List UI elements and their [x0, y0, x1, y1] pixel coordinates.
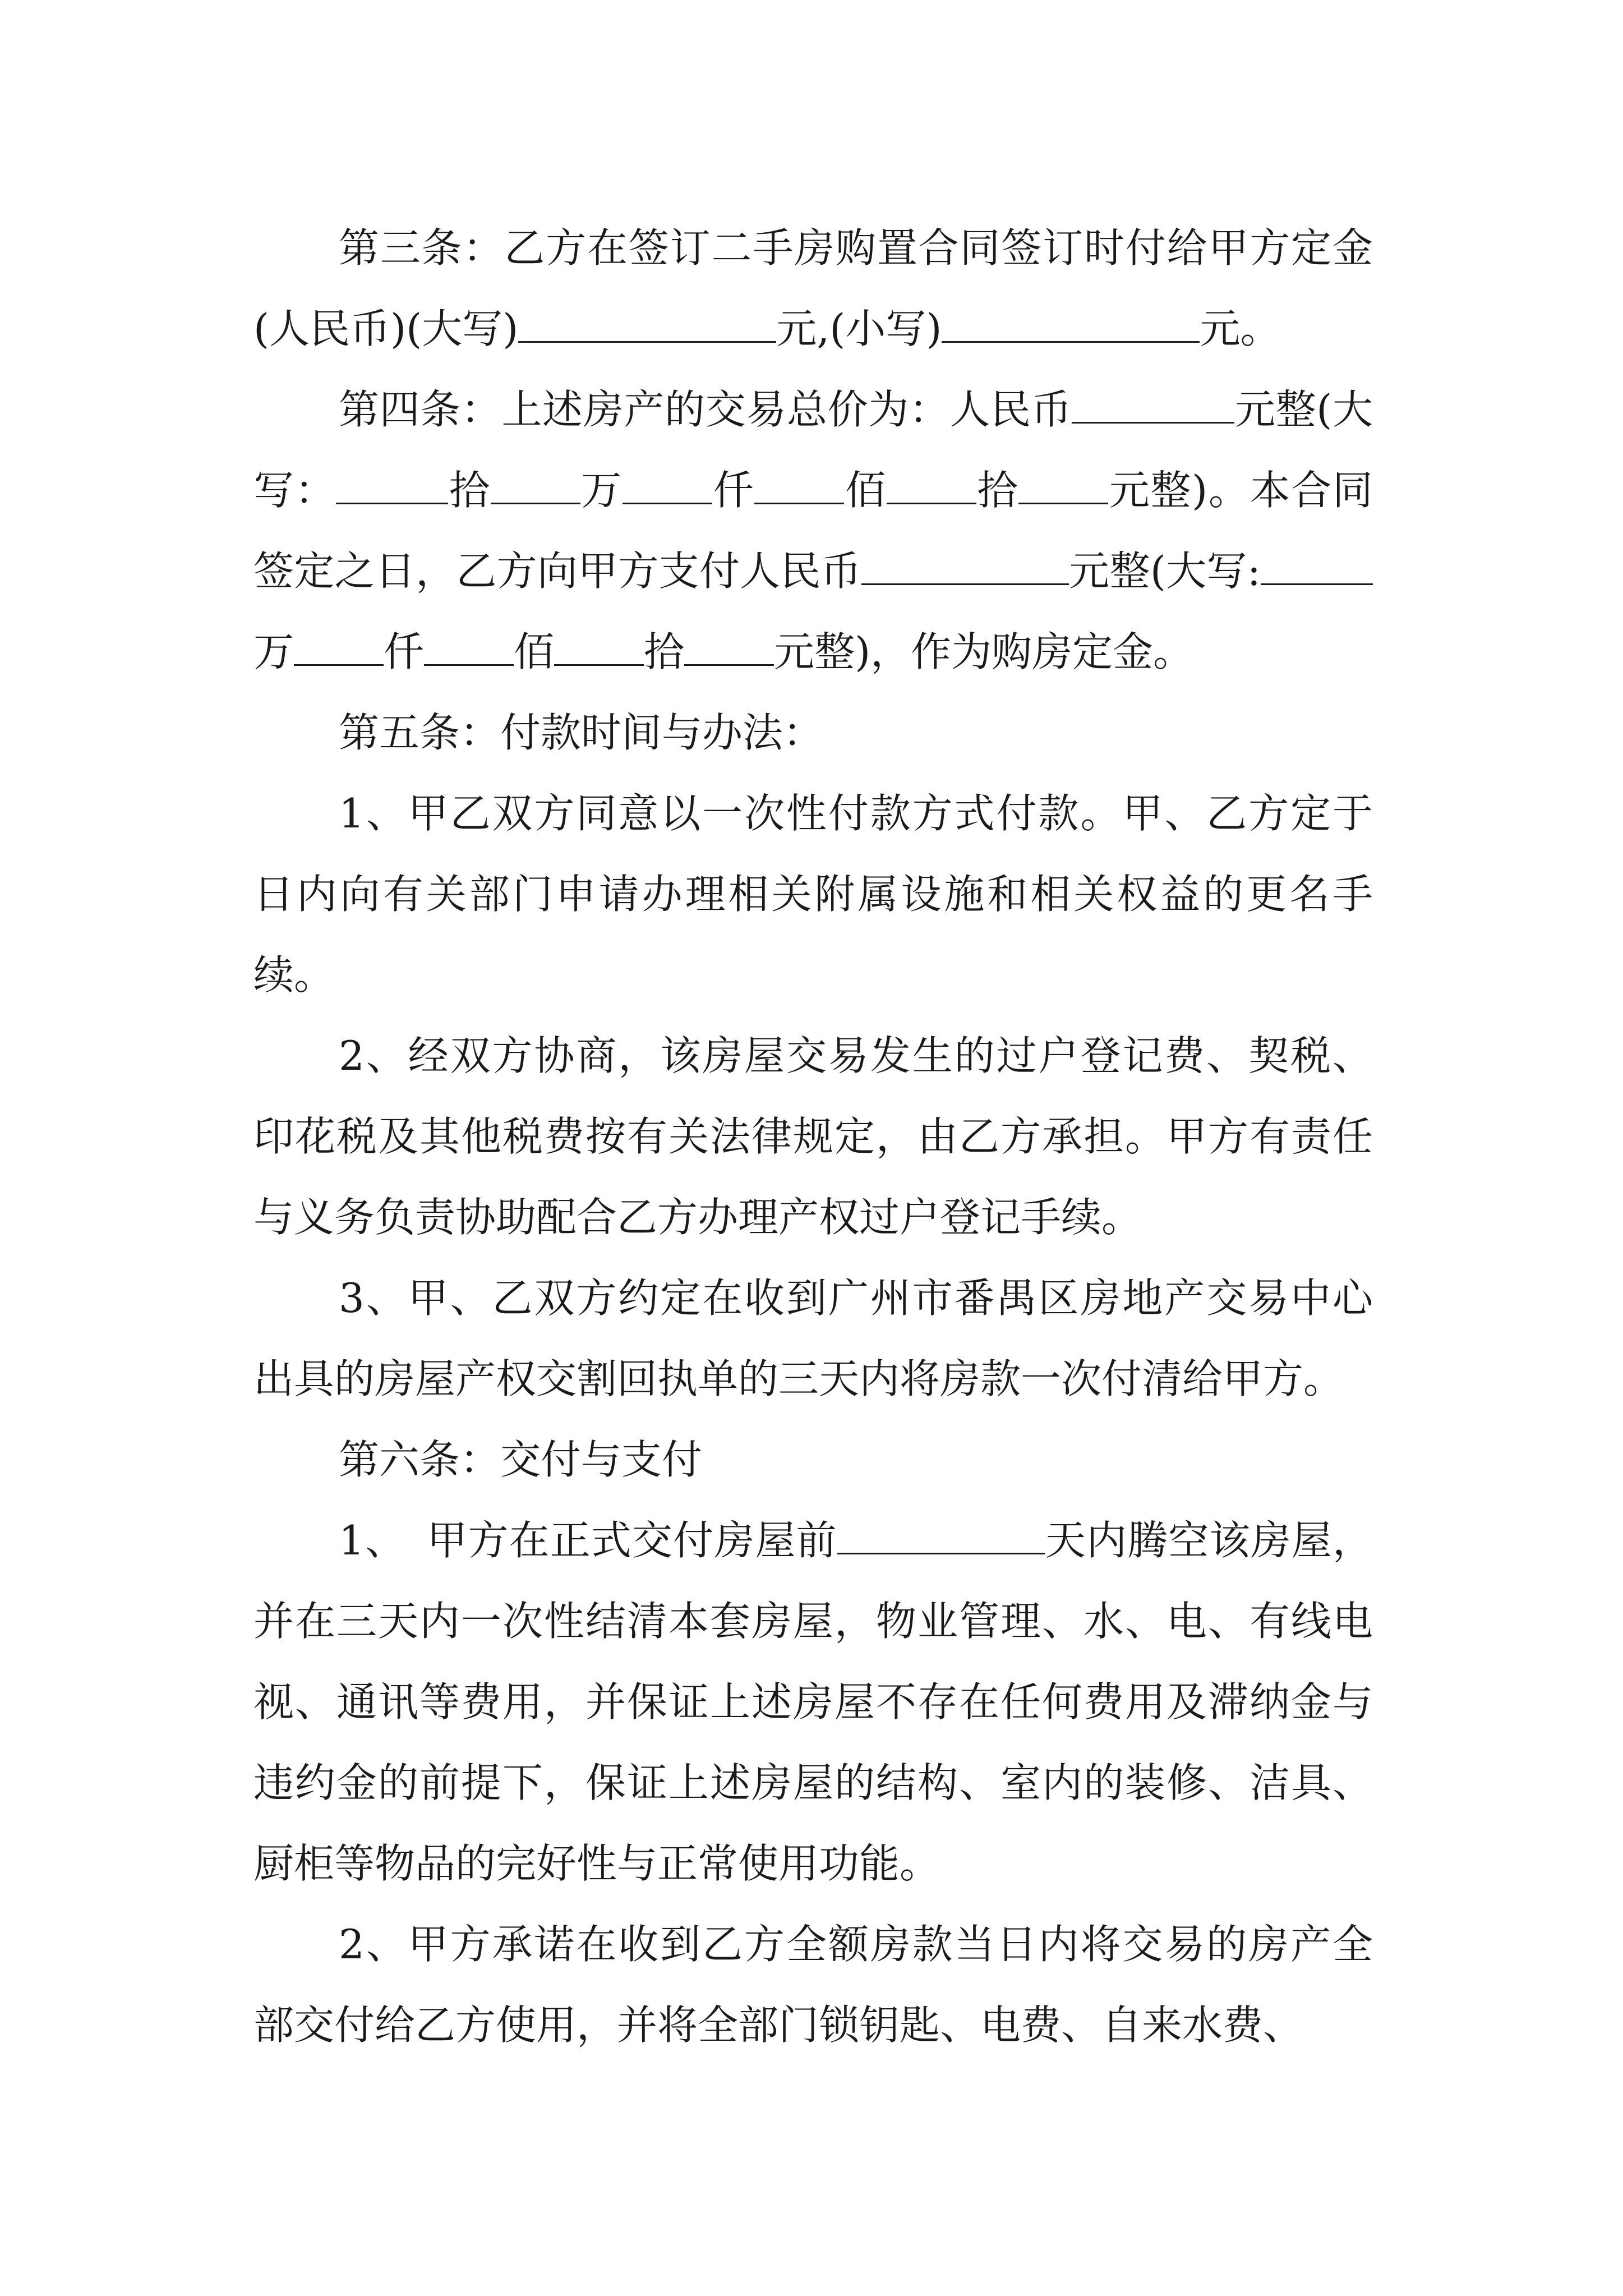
earnest-ten-thousands-blank: [1261, 547, 1373, 585]
earnest-thousands-blank: [294, 628, 384, 666]
article-4-text-10: 万: [253, 628, 294, 675]
article-4-text-7: 拾: [976, 467, 1019, 514]
earnest-money-blank: [861, 547, 1069, 585]
article-4-text-5: 仟: [712, 467, 755, 514]
article-4-text-6: 佰: [844, 467, 887, 514]
vacate-days-blank: [837, 1516, 1045, 1554]
article-4-text-12: 佰: [514, 628, 555, 675]
article-4-text-11: 仟: [384, 628, 425, 675]
article-4-text-9: 元整(大写:: [1069, 547, 1261, 595]
article-4-text-2: 元整(大写：: [253, 386, 1373, 514]
deposit-uppercase-blank: [518, 305, 776, 343]
earnest-tens-blank: [554, 628, 644, 666]
earnest-units-blank: [684, 628, 774, 666]
article-4-text-3: 拾: [448, 467, 491, 514]
total-ten-thousands-tens-blank: [336, 466, 448, 504]
article-4-text-4: 万: [580, 467, 623, 514]
total-units-blank: [1018, 466, 1108, 504]
article-4-text-14: 元整)，作为购房定金。: [774, 628, 1194, 675]
article-4-text-13: 拾: [644, 628, 685, 675]
article-6-item-1-prefix: 1、 甲方在正式交付房屋前: [339, 1517, 837, 1564]
total-hundreds-blank: [754, 466, 844, 504]
article-6-item-2: 2、甲方承诺在收到乙方全额房款当日内将交易的房产全部交付给乙方使用，并将全部门锁钥匙、电费、自来水费、: [253, 1921, 1373, 2049]
total-ten-thousands-blank: [491, 466, 580, 504]
article-3-text-3: 元。: [1200, 305, 1281, 352]
total-thousands-blank: [623, 466, 712, 504]
earnest-hundreds-blank: [424, 628, 514, 666]
article-4-text-8: 元整)。本合同签定之日，乙方向甲方支付人民币: [253, 467, 1373, 595]
article-5-item-2: 2、经双方协商，该房屋交易发生的过户登记费、契税、印花税及其他税费按有关法律规定，由乙方承担。甲方有责任与义务负责协助配合乙方办理产权过户登记手续。: [253, 1032, 1373, 1241]
document-body: [253, 208, 1373, 2065]
article-3-text-2: 元,(小写): [776, 305, 942, 352]
article-3-paragraph: [253, 208, 1373, 369]
article-6-heading: 第六条：交付与支付: [339, 1436, 703, 1483]
article-5-item-3: 3、甲、乙双方约定在收到广州市番禺区房地产交易中心出具的房屋产权交割回执单的三天内将房款一次付清给甲方。: [253, 1274, 1373, 1402]
deposit-lowercase-blank: [942, 305, 1200, 343]
article-3-text-1: 第三条：乙方在签订二手房购置合同签订时付给甲方定金(人民币)(大写): [253, 224, 1373, 352]
article-6-item-1: [253, 1500, 1373, 1904]
article-6-item-1-rest: 天内腾空该房屋，并在三天内一次性结清本套房屋，物业管理、水、电、有线电视、通讯等费用，并保证上述房屋不存在任何费用及滞纳金与违约金的前提下，保证上述房屋的结构、室内的装修、洁具、厨柜等物品的完好性与正常使用功能。: [253, 1517, 1373, 1887]
article-4-paragraph: [253, 369, 1373, 692]
total-tens-blank: [887, 466, 976, 504]
article-5-item-1: 1、甲乙双方同意以一次性付款方式付款。甲、乙方定于日内向有关部门申请办理相关附属设施和相关权益的更名手续。: [253, 790, 1373, 999]
total-price-blank: [1072, 385, 1234, 424]
article-5-heading: 第五条：付款时间与办法：: [339, 709, 824, 756]
article-4-text-1: 第四条：上述房产的交易总价为：人民币: [339, 386, 1072, 433]
